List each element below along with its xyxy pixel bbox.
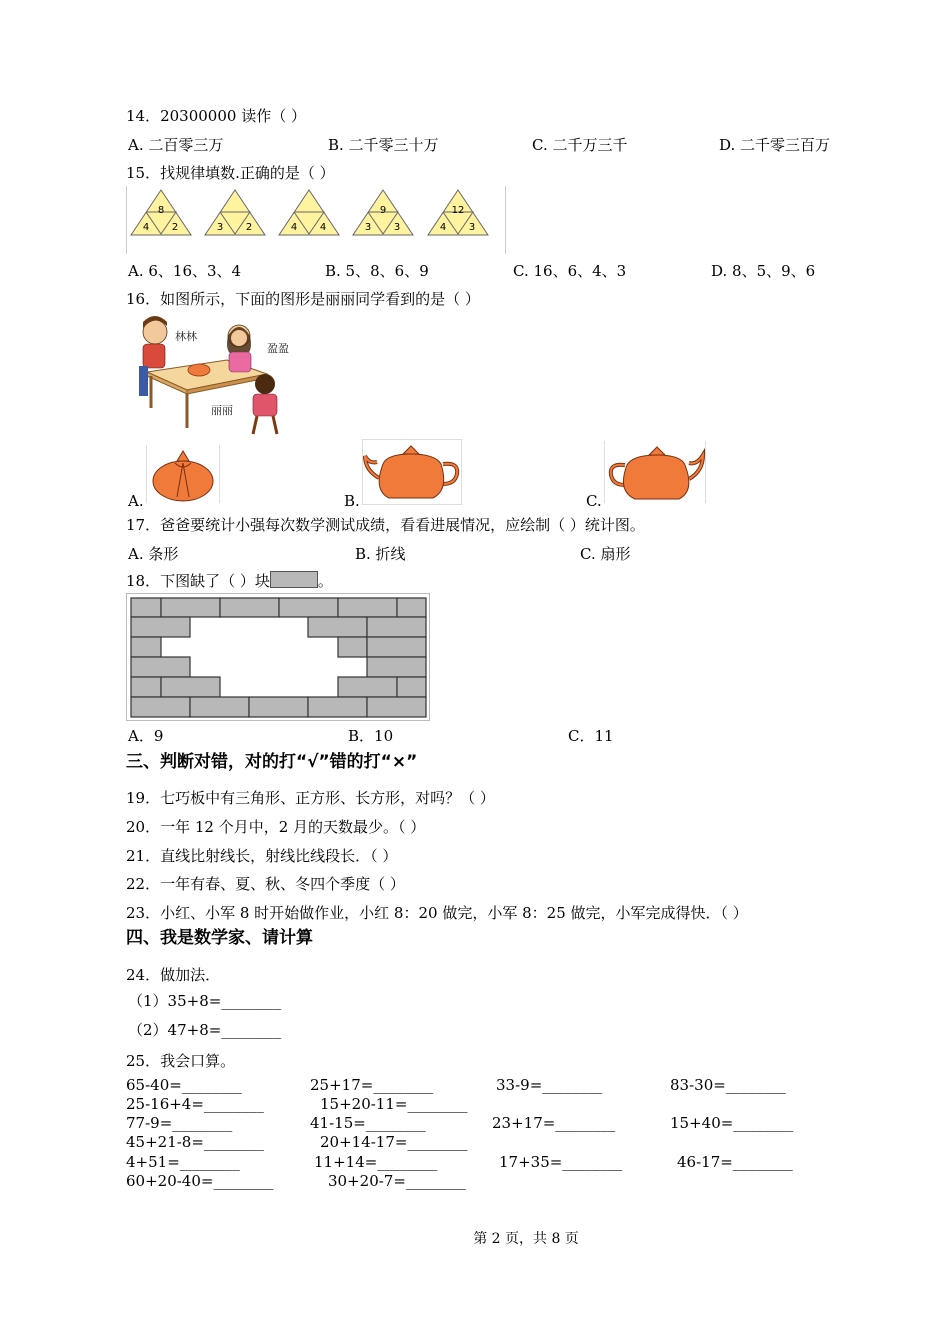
- q24-item-1: （1）35+8=________: [128, 992, 282, 1010]
- calc-item: 4+51=________: [126, 1153, 240, 1171]
- q18-option-c: C．11: [568, 727, 614, 745]
- triangle-1-right: 2: [171, 222, 179, 233]
- q16-table-scene: [135, 310, 297, 440]
- calc-item: 46-17=________: [677, 1153, 793, 1171]
- q15-option-d: D. 8、5、9、6: [711, 262, 816, 280]
- triangle-4: [353, 190, 413, 235]
- q15-option-c: C. 16、6、4、3: [513, 262, 627, 280]
- q21-text: 21．直线比射线长，射线比线段长．（ ）: [126, 847, 398, 865]
- calc-item: 15+20-11=________: [320, 1095, 468, 1113]
- calc-item: 33-9=________: [496, 1076, 603, 1094]
- q14-text: 14．20300000 读作（ ）: [126, 107, 306, 125]
- q15-option-b: B. 5、8、6、9: [325, 262, 429, 280]
- triangle-3: [279, 190, 339, 235]
- calc-item: 23+17=________: [492, 1114, 616, 1132]
- q15-text: 15．找规律填数.正确的是（ ）: [126, 164, 335, 182]
- q23-text: 23．小红、小军 8 时开始做作业，小红 8：20 做完，小军 8：25 做完，小军完成得快．（ ）: [126, 904, 748, 922]
- triangle-3-left: 4: [290, 222, 298, 233]
- calc-item: 30+20-7=________: [328, 1172, 466, 1190]
- brick-wall-figure: [126, 593, 430, 721]
- q18-option-b: B．10: [348, 727, 394, 745]
- triangle-4-left: 3: [364, 222, 372, 233]
- q18-option-a: A．9: [128, 727, 164, 745]
- teapot-front-svg: [147, 445, 219, 503]
- triangle-5-left: 4: [439, 222, 447, 233]
- q14-option-a: A. 二百零三万: [128, 136, 224, 154]
- q14-option-b: B. 二千零三十万: [328, 136, 439, 154]
- triangle-4-top: 9: [379, 205, 387, 216]
- teapot-side-right-svg: [605, 441, 705, 503]
- calc-item: 41-15=________: [310, 1114, 426, 1132]
- q22-text: 22．一年有春、夏、秋、冬四个季度（ ）: [126, 875, 405, 893]
- q18-text: [126, 571, 333, 591]
- single-brick-icon: [270, 571, 318, 588]
- calc-item: 83-30=________: [670, 1076, 786, 1094]
- q16-text: 16．如图所示，下面的图形是丽丽同学看到的是（ ）: [126, 290, 480, 308]
- triangle-pattern-svg: [127, 186, 505, 254]
- triangle-4-right: 3: [393, 222, 401, 233]
- name-label-yingying: 盈盈: [267, 342, 289, 355]
- calc-item: 65-40=________: [126, 1076, 242, 1094]
- teapot-front-view: [146, 445, 220, 503]
- q16-option-b: B.: [344, 492, 360, 510]
- q25-text: 25．我会口算。: [126, 1052, 236, 1070]
- q18-text-after: 。: [317, 572, 333, 590]
- calc-item: 17+35=________: [499, 1153, 623, 1171]
- triangle-2-left: 3: [216, 222, 224, 233]
- calc-item: 11+14=________: [314, 1153, 438, 1171]
- triangle-1: [131, 190, 191, 235]
- triangle-5-top: 12: [451, 205, 465, 216]
- q17-option-c: C. 扇形: [580, 545, 631, 563]
- page-footer: 第 2 页，共 8 页: [473, 1231, 579, 1247]
- calc-item: 77-9=________: [126, 1114, 233, 1132]
- q20-text: 20．一年 12 个月中，2 月的天数最少。（ ）: [126, 818, 426, 836]
- triangle-3-right: 4: [319, 222, 327, 233]
- triangle-1-left: 4: [142, 222, 150, 233]
- triangle-1-top: 8: [157, 205, 165, 216]
- calc-item: 45+21-8=________: [126, 1133, 264, 1151]
- q16-option-a: A.: [128, 492, 144, 510]
- q17-text: 17．爸爸要统计小强每次数学测试成绩，看看进展情况，应绘制（ ）统计图。: [126, 516, 645, 534]
- q19-text: 19．七巧板中有三角形、正方形、长方形，对吗？（ ）: [126, 789, 495, 807]
- teapot-side-view-spout-left: [362, 439, 462, 505]
- q24-item-2: （2）47+8=________: [128, 1021, 282, 1039]
- calc-item: 25+17=________: [310, 1076, 434, 1094]
- triangle-5-right: 3: [468, 222, 476, 233]
- name-label-linlin: 林林: [175, 330, 197, 343]
- brick-wall-svg: [127, 594, 429, 720]
- calc-item: 25-16+4=________: [126, 1095, 264, 1113]
- q18-text-before: 18．下图缺了（ ）块: [126, 572, 270, 590]
- q24-text: 24．做加法．: [126, 966, 221, 984]
- q17-option-a: A. 条形: [128, 545, 179, 563]
- calc-item: 15+40=________: [670, 1114, 794, 1132]
- q15-option-a: A. 6、16、3、4: [128, 262, 242, 280]
- calc-item: 60+20-40=________: [126, 1172, 274, 1190]
- name-label-lili: 丽丽: [211, 404, 233, 417]
- q17-option-b: B. 折线: [355, 545, 406, 563]
- q16-option-c: C.: [586, 492, 602, 510]
- section-4-heading: 四、我是数学家、请计算: [126, 928, 313, 948]
- triangle-2-right: 2: [245, 222, 253, 233]
- q14-option-c: C. 二千万三千: [532, 136, 628, 154]
- children-around-table-svg: [135, 310, 297, 440]
- teapot-side-view-spout-right: [604, 441, 706, 503]
- calc-item: 20+14-17=________: [320, 1133, 468, 1151]
- teapot-side-left-svg: [363, 440, 461, 504]
- q15-triangle-figure: [126, 186, 506, 254]
- q14-option-d: D. 二千零三百万: [719, 136, 831, 154]
- section-3-heading: 三、判断对错，对的打“√”错的打“×”: [126, 752, 418, 772]
- triangle-5: [428, 190, 488, 235]
- triangle-2: [205, 190, 265, 235]
